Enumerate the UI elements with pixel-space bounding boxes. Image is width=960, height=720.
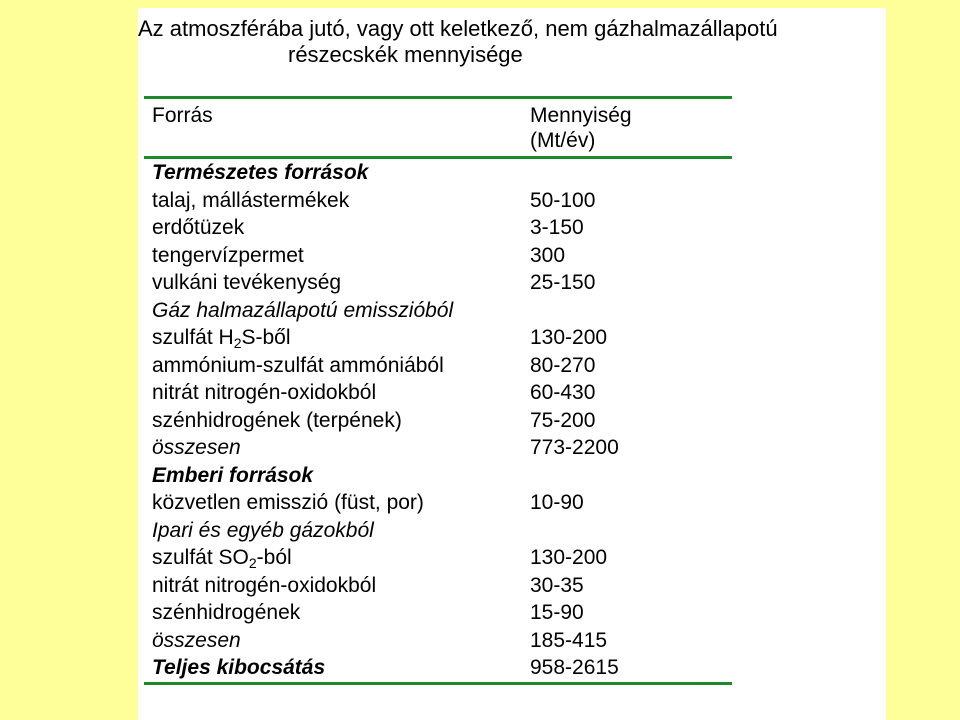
title-line-1: Az atmoszférába jutó, vagy ott keletkező, nem gázhalmazállapotú [138,16,778,41]
row-amount: 50-100 [530,188,596,212]
row-source: ammónium-szulfát ammóniából [152,353,444,377]
header-amount [530,103,730,153]
table-row [144,269,732,297]
row-source-text: S-ből [241,326,291,349]
row-source: Emberi források [152,463,314,487]
row-amount: 300 [530,243,566,267]
row-source-subscript: 2 [233,335,242,351]
title-line-2: részecskék mennyisége [288,42,523,67]
table-row [144,544,732,572]
table-row [144,159,732,187]
table-body [144,159,732,682]
row-source [152,324,291,352]
table-row [144,242,732,270]
header-source: Forrás [152,104,213,127]
row-source: Gáz halmazállapotú emisszióból [152,298,454,322]
row-source: tengervízpermet [152,243,304,267]
row-amount: 958-2615 [530,656,619,679]
row-amount: 773-2200 [530,436,619,459]
table-row [144,324,732,352]
table-row [144,434,732,462]
row-source-text: szulfát H [152,326,234,349]
row-source: vulkáni tevékenység [152,271,342,294]
row-amount: 130-200 [530,546,608,569]
table-row [144,572,732,600]
row-amount: 15-90 [530,601,584,624]
row-amount: 75-200 [530,408,596,432]
table-row [144,187,732,215]
row-source: nitrát nitrogén-oxidokból [152,573,377,597]
row-source: talaj, mállástermékek [152,188,350,212]
row-amount: 130-200 [530,326,608,349]
row-amount: 30-35 [530,573,584,597]
table-row [144,489,732,517]
row-source: Természetes források [152,161,369,184]
row-source: erdőtüzek [152,216,245,239]
row-source: közvetlen emisszió (füst, por) [152,491,424,514]
header-amount-line-1: Mennyiség [530,104,632,127]
row-source: Ipari és egyéb gázokból [152,518,374,542]
table-header [144,99,732,159]
row-amount: 185-415 [530,628,608,652]
row-amount: 25-150 [530,271,596,294]
row-source-text: -ból [256,546,292,569]
row-source: összesen [152,628,241,652]
document-page [138,8,886,720]
row-amount: 3-150 [530,216,584,239]
row-source: szénhidrogének (terpének) [152,408,402,432]
table-row [144,379,732,407]
row-source [152,544,292,572]
row-amount: 80-270 [530,353,596,377]
table-row [144,517,732,545]
row-amount: 60-430 [530,381,596,404]
table-row [144,654,732,682]
table-row [144,462,732,490]
table-row [144,407,732,435]
row-source: nitrát nitrogén-oxidokból [152,381,377,404]
row-source: szénhidrogének [152,601,301,624]
emission-table [144,96,732,685]
table-row [144,297,732,325]
table-row [144,352,732,380]
header-amount-line-2: (Mt/év) [530,129,596,152]
row-amount: 10-90 [530,491,584,514]
row-source-text: szulfát SO [152,546,249,569]
table-row [144,599,732,627]
row-source: Teljes kibocsátás [152,656,326,679]
table-row [144,214,732,242]
row-source: összesen [152,436,241,459]
row-source-subscript: 2 [248,555,257,571]
table-row [144,627,732,655]
